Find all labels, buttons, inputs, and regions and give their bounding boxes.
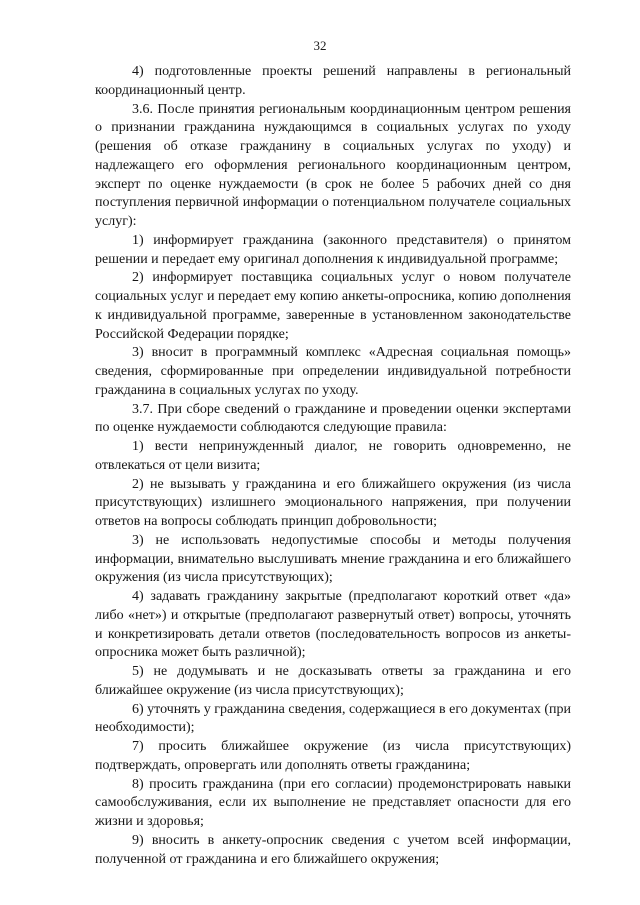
page-number: 32 — [313, 38, 327, 53]
paragraph-rule-2: 2) не вызывать у гражданина и его ближайшего окружения (из числа присутствующих) излишнего эмоционального напряжения, при получении ответов на вопросы соблюдать принцип добровольности; — [95, 476, 571, 529]
paragraph-rule-4: 4) задавать гражданину закрытые (предполагают короткий ответ «да» либо «нет») и открытые (предполагают развернутый ответ) вопросы, уточнять и конкретизировать детали ответов (последовательность вопросов из анкеты-опросника может быть различной); — [95, 589, 571, 661]
paragraph-rule-8: 8) просить гражданина (при его согласии) продемонстрировать навыки самообслуживания, если их выполнение не представляет опасности для его жизни и здоровья; — [95, 776, 571, 829]
paragraph-rule-1: 1) вести непринужденный диалог, не говорить одновременно, не отвлекаться от цели визита; — [95, 439, 571, 473]
paragraph-rule-3: 3) не использовать недопустимые способы и методы получения информации, внимательно выслушивать мнение гражданина и его ближайшего окружения (из числа присутствующих); — [95, 532, 571, 586]
paragraph-item-4-project-decisions: 4) подготовленные проекты решений направлены в региональный координационный центр. — [95, 64, 571, 98]
paragraph-section-3-7: 3.7. При сборе сведений о гражданине и проведении оценки экспертами по оценке нуждаемости соблюдаются следующие правила: — [95, 401, 571, 436]
paragraph-item-3-enter-software: 3) вносит в программный комплекс «Адресная социальная помощь» сведения, сформированные при определении индивидуальной потребности гражданина в социальных услугах по уходу. — [95, 345, 571, 398]
paragraph-rule-7: 7) просить ближайшее окружение (из числа присутствующих) подтверждать, опровергать или дополнять ответы гражданина; — [95, 739, 571, 773]
paragraph-rule-6: 6) уточнять у гражданина сведения, содержащиеся в его документах (при необходимости); — [95, 701, 571, 736]
paragraph-item-2-inform-provider: 2) информирует поставщика социальных услуг о новом получателе социальных услуг и передает ему копию анкеты-опросника, копию дополнения к индивидуальной программе, заверенные в установленном законодательстве Российской Федерации порядке; — [95, 270, 571, 342]
paragraph-section-3-6: 3.6. После принятия региональным координационным центром решения о признании гражданина нуждающимся в социальных услугах по уходу (решения об отказе гражданину в социальных услугах по уходу) и надлежащего его оформления регионального координационным центром, эксперт по оценке нуждаемости (в срок не более 5 рабочих дней со дня поступления первичной информации о потенциальном получателе социальных услуг): — [95, 101, 571, 229]
paragraph-item-1-inform-citizen: 1) информирует гражданина (законного представителя) о принятом решении и передает ему оригинал дополнения к индивидуальной программе; — [95, 232, 571, 267]
paragraph-rule-9: 9) вносить в анкету-опросник сведения с учетом всей информации, полученной от гражданина и его ближайшего окружения; — [95, 832, 571, 867]
document-body — [95, 63, 571, 869]
paragraph-rule-5: 5) не додумывать и не досказывать ответы за гражданина и его ближайшее окружение (из числа присутствующих); — [95, 664, 571, 698]
